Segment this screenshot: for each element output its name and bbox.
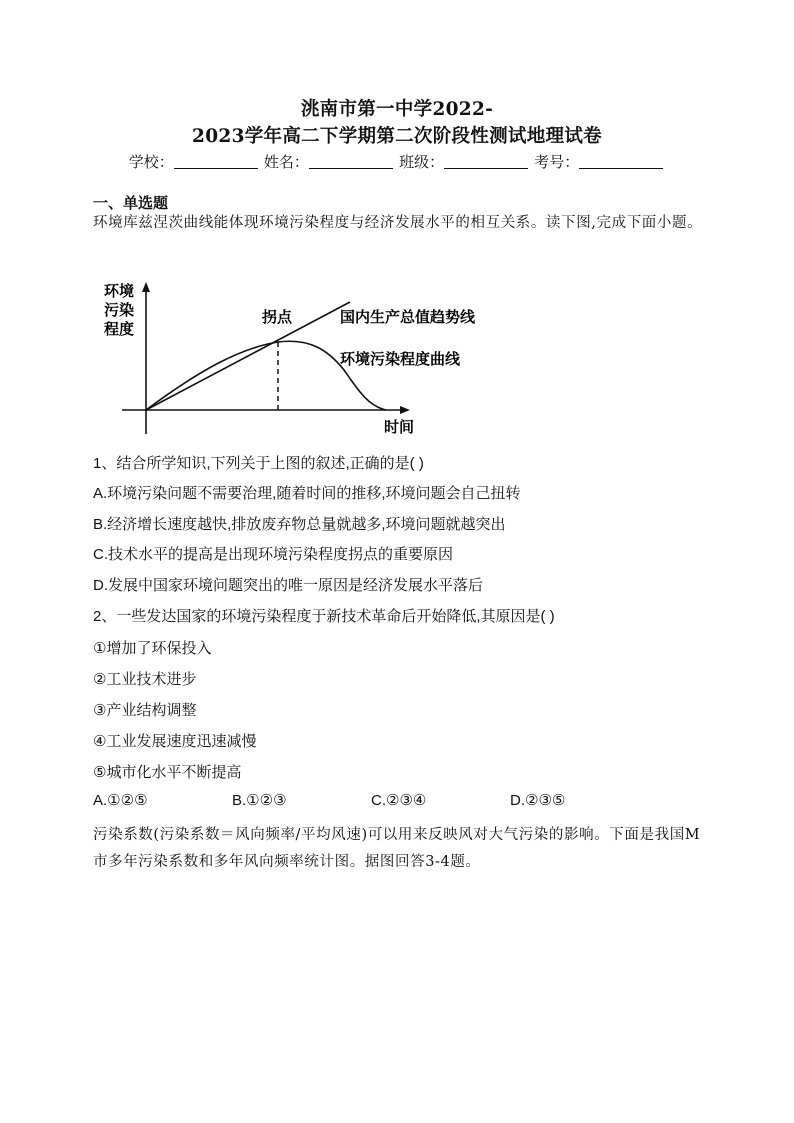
q2-option-a[interactable]: A.①②⑤ (93, 792, 148, 809)
y-axis-arrow (142, 282, 150, 292)
q1-stem: 1、结合所学知识,下列关于上图的叙述,正确的是( ) (93, 455, 424, 472)
q2-option-c[interactable]: C.②③④ (371, 792, 427, 809)
q1-option-c[interactable]: C.技术水平的提高是出现环境污染程度拐点的重要原因 (93, 546, 454, 563)
kuznets-curve-figure (100, 280, 476, 442)
intro-paragraph-2: 污染系数(污染系数＝风向频率/平均风速)可以用来反映风对大气污染的影响。下面是我国M市多年污染系数和多年风向频率统计图。据图回答3-4题。 (93, 827, 701, 870)
q2-item-2: ②工业技术进步 (93, 671, 197, 688)
exam-number-blank[interactable] (579, 154, 663, 169)
q1-option-a[interactable]: A.环境污染问题不需要治理,随着时间的推移,环境问题会自己扭转 (93, 485, 521, 502)
q1-option-b[interactable]: B.经济增长速度越快,排放废弃物总量就越多,环境问题就越突出 (93, 516, 506, 533)
exam-title-line2: 2023学年高二下学期第二次阶段性测试地理试卷 (192, 126, 602, 147)
kuznets-curve-svg (100, 280, 476, 442)
intro-paragraph: 环境库兹涅茨曲线能体现环境污染程度与经济发展水平的相互关系。读下图,完成下面小题。 (93, 215, 703, 231)
section-title: 一、单选题 (93, 195, 169, 212)
pollution-curve-label: 环境污染程度曲线 (340, 351, 461, 368)
x-axis-label: 时间 (384, 419, 415, 436)
student-info-row (0, 151, 794, 172)
exam-number-label: 考号： (534, 154, 580, 171)
q2-option-d[interactable]: D.②③⑤ (510, 792, 566, 809)
y-axis-label-line3: 程度 (104, 321, 135, 338)
exam-title-line1: 洮南市第一中学2022- (300, 99, 494, 120)
q2-option-b[interactable]: B.①②③ (232, 792, 287, 809)
school-blank[interactable] (174, 154, 258, 169)
q2-stem: 2、一些发达国家的环境污染程度于新技术革命后开始降低,其原因是( ) (93, 608, 555, 625)
q2-item-4: ④工业发展速度迅速减慢 (93, 733, 257, 750)
turning-point-label: 拐点 (262, 309, 293, 326)
school-label: 学校： (128, 154, 174, 171)
gdp-trend-line (146, 302, 350, 410)
y-axis-label-line2: 污染 (104, 302, 135, 319)
q1-option-d[interactable]: D.发展中国家环境问题突出的唯一原因是经济发展水平落后 (93, 577, 484, 594)
gdp-line-label: 国内生产总值趋势线 (340, 309, 476, 326)
name-blank[interactable] (309, 154, 393, 169)
q2-item-5: ⑤城市化水平不断提高 (93, 764, 242, 781)
y-axis-label-line1: 环境 (104, 283, 135, 300)
q2-item-3: ③产业结构调整 (93, 702, 197, 719)
x-axis-arrow (400, 406, 410, 414)
q2-item-1: ①增加了环保投入 (93, 640, 212, 657)
name-label: 姓名： (263, 154, 309, 171)
class-blank[interactable] (444, 154, 528, 169)
class-label: 班级： (399, 154, 445, 171)
